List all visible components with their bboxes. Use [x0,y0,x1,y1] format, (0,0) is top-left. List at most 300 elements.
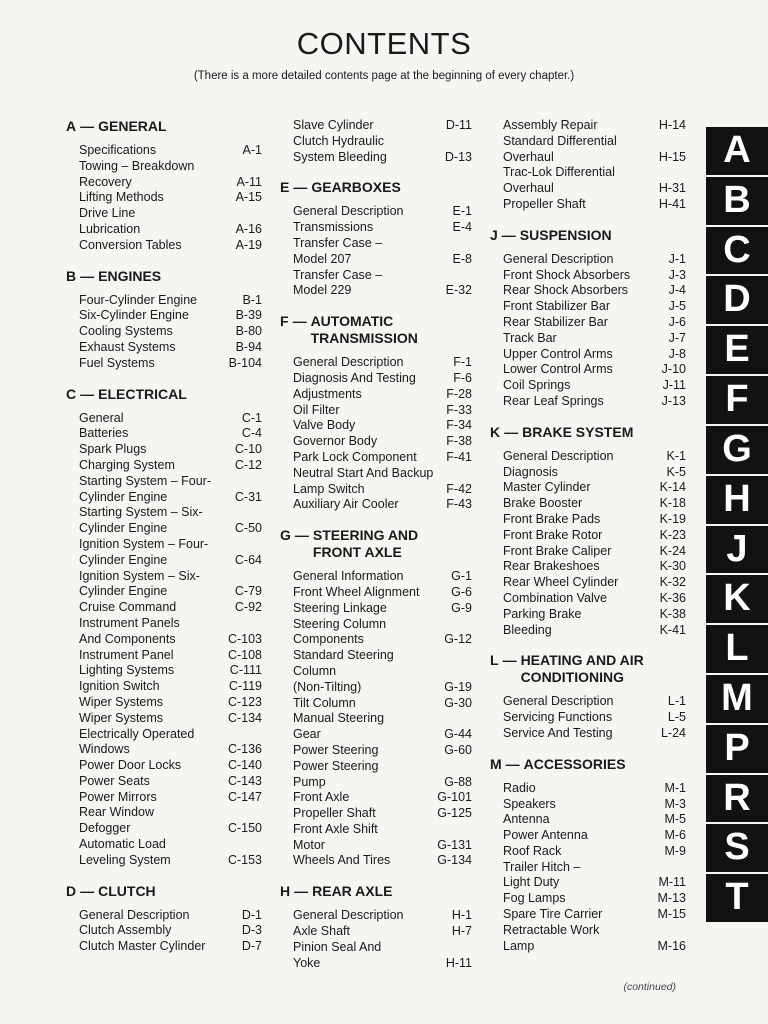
entry-page: M-1 [664,780,686,795]
section-tab-m[interactable]: M [706,675,768,725]
entry-title: General Description [293,204,404,219]
toc-entry[interactable] [293,355,472,371]
entry-list [66,293,262,372]
toc-entry[interactable] [293,759,472,791]
entry-title: Radio [503,780,536,795]
entry-page: C-123 [227,694,262,709]
toc-entry[interactable] [503,118,686,134]
entry-list [280,569,472,869]
entry-page: D-11 [445,118,472,132]
toc-entry[interactable] [503,891,686,907]
toc-entry[interactable] [503,575,686,591]
toc-entry[interactable] [503,331,686,347]
entry-page: F-38 [446,434,472,449]
toc-entry[interactable] [79,190,262,206]
section-tab-b[interactable]: B [706,177,768,227]
section-letter: E [280,179,290,196]
toc-entry[interactable] [293,118,472,134]
section-title: BRAKE SYSTEM [522,423,634,440]
toc-entry[interactable] [293,387,472,403]
section-tab-e[interactable]: E [706,326,768,376]
section-letter: L [490,652,499,669]
toc-entry[interactable] [79,805,262,837]
contents-section [66,118,262,254]
section-letter: M [490,755,502,772]
section-tab-s[interactable]: S [706,824,768,874]
entry-title: Assembly Repair [503,118,598,132]
toc-entry[interactable] [503,496,686,512]
entry-title: Servicing Functions [503,710,613,725]
entry-page: G-6 [451,584,472,599]
entry-title: Clutch Master Cylinder [79,939,206,954]
entry-title: Speakers [503,796,556,811]
toc-entry[interactable] [293,268,472,300]
entry-page: C-111 [229,663,262,678]
toc-entry[interactable] [79,356,262,372]
entry-page: C-136 [227,742,262,757]
entry-title: Trac-Lok Differential Overhaul [503,165,615,196]
toc-entry[interactable] [503,923,686,955]
entry-title: Brake Booster [503,496,583,511]
toc-entry[interactable] [503,559,686,575]
toc-entry[interactable] [503,797,686,813]
contents-column-1 [66,118,262,969]
entry-title: Wiper Systems [79,710,164,725]
entry-page: H-7 [451,924,472,939]
entry-title: Fog Lamps [503,891,566,906]
entry-title: Front Brake Pads [503,511,601,526]
toc-entry[interactable] [293,601,472,617]
toc-entry[interactable] [503,591,686,607]
entry-page: A-19 [235,237,262,252]
toc-entry[interactable] [79,411,262,427]
toc-entry[interactable] [293,220,472,236]
toc-entry[interactable] [503,694,686,710]
toc-entry[interactable] [79,206,262,238]
entry-page: F-42 [446,481,472,496]
toc-entry[interactable] [79,159,262,191]
entry-page: L-24 [660,725,686,740]
toc-entry[interactable] [293,853,472,869]
toc-entry[interactable] [293,569,472,585]
entry-page: G-9 [451,600,472,615]
toc-entry[interactable] [79,143,262,159]
entry-page: J-3 [668,267,686,282]
toc-entry[interactable] [293,806,472,822]
toc-entry[interactable] [503,860,686,892]
toc-entry[interactable] [293,434,472,450]
contents-section [490,424,686,639]
toc-entry[interactable] [79,923,262,939]
entry-title: Lifting Methods [79,190,164,205]
entry-page: D-7 [241,939,262,954]
entry-page: K-24 [659,543,686,558]
toc-entry[interactable] [503,347,686,363]
entry-title: Ignition Switch [79,679,160,694]
entry-title: Ignition System – Six- Cylinder Engine [79,568,200,599]
entry-page: C-153 [227,852,262,867]
entry-list [280,204,472,299]
toc-entry[interactable] [79,458,262,474]
toc-entry[interactable] [503,315,686,331]
section-tab-c[interactable]: C [706,227,768,277]
toc-entry[interactable] [79,426,262,442]
toc-entry[interactable] [293,204,472,220]
entry-page: C-103 [227,631,262,646]
entry-title: Front Brake Rotor [503,527,603,542]
toc-entry[interactable] [293,371,472,387]
entry-title: Rear Brakeshoes [503,559,600,574]
entry-title: Antenna [503,812,550,827]
entry-title: Front Stabilizer Bar [503,299,610,314]
section-title: GENERAL [98,118,167,134]
entry-page: G-19 [444,679,472,694]
section-letter: J [490,226,498,243]
entry-list [66,908,262,955]
entry-title: Parking Brake [503,606,582,621]
entry-title: General Description [293,908,404,923]
toc-entry[interactable] [503,544,686,560]
contents-section [280,179,472,299]
toc-entry[interactable] [293,236,472,268]
entry-page: D-1 [241,907,262,922]
entry-title: Rear Leaf Springs [503,393,604,408]
entry-title: Power Antenna [503,828,588,843]
section-title: AUTOMATIC TRANSMISSION [310,313,418,347]
toc-entry[interactable] [293,450,472,466]
section-tab-strip [706,127,768,924]
section-heading [280,527,472,561]
entry-title: Specifications [79,143,157,157]
toc-entry[interactable] [293,908,472,924]
toc-entry[interactable] [503,710,686,726]
contents-section [66,386,262,869]
entry-title: Wiper Systems [79,694,164,709]
entry-title: Front Brake Caliper [503,543,612,558]
entry-page: G-101 [437,790,472,805]
entry-title: Roof Rack [503,843,562,858]
toc-entry[interactable] [293,711,472,743]
entry-page: E-4 [452,220,472,235]
entry-page: C-108 [227,647,262,662]
toc-entry[interactable] [503,512,686,528]
section-tab-h[interactable]: H [706,476,768,526]
contents-section [490,227,686,410]
entry-title: Rear Wheel Cylinder [503,575,619,590]
toc-entry[interactable] [293,134,472,166]
entry-title: Cooling Systems [79,324,173,339]
entry-page: G-1 [451,569,472,584]
section-tab-t[interactable]: T [706,874,768,924]
section-title: CLUTCH [98,882,156,899]
entry-page: M-15 [657,907,686,922]
section-letter: F [280,313,289,330]
toc-entry[interactable] [503,726,686,742]
entry-page: K-41 [659,622,686,637]
entry-title: Cruise Command [79,600,177,615]
entry-title: Power Steering [293,742,379,757]
section-tab-d[interactable]: D [706,276,768,326]
toc-entry[interactable] [503,623,686,639]
entry-title: Track Bar [503,330,557,345]
entry-page: B-80 [235,324,262,339]
entry-page: B-39 [235,308,262,323]
toc-entry[interactable] [79,293,262,309]
toc-entry[interactable] [79,679,262,695]
entry-title: Trailer Hitch – Light Duty [503,859,581,890]
entry-title: Adjustments [293,386,362,401]
contents-section [280,883,472,971]
entry-title: Lower Control Arms [503,362,613,377]
toc-entry[interactable] [503,828,686,844]
section-tab-a[interactable]: A [706,127,768,177]
entry-page: G-88 [444,774,472,789]
section-tab-g[interactable]: G [706,426,768,476]
entry-page: L-5 [667,710,686,725]
toc-entry[interactable] [503,781,686,797]
toc-entry[interactable] [293,924,472,940]
entry-title: Valve Body [293,418,356,433]
entry-page: C-31 [234,489,262,504]
entry-page: M-9 [664,843,686,858]
section-dash: — [294,883,309,900]
section-dash: — [80,118,95,134]
entry-title: Front Axle Shift Motor [293,821,378,852]
entry-title: Instrument Panels And Components [79,615,180,646]
section-title: REAR AXLE [312,883,393,900]
entry-title: Spark Plugs [79,442,147,457]
entry-page: F-1 [453,355,472,370]
entry-page: E-8 [452,251,472,266]
entry-title: General Description [503,251,614,266]
entry-page: M-13 [657,891,686,906]
toc-entry[interactable] [503,378,686,394]
entry-page: H-15 [658,149,686,164]
toc-entry[interactable] [503,844,686,860]
entry-title: Steering Linkage [293,600,387,615]
section-heading [66,118,262,135]
section-tab-l[interactable]: L [706,625,768,675]
toc-entry[interactable] [503,607,686,623]
entry-title: Four-Cylinder Engine [79,292,198,307]
entry-title: Ignition System – Four- Cylinder Engine [79,536,209,567]
section-dash: — [501,226,516,243]
toc-entry[interactable] [503,252,686,268]
toc-entry[interactable] [293,585,472,601]
toc-entry[interactable] [79,308,262,324]
toc-entry[interactable] [503,449,686,465]
toc-entry[interactable] [79,663,262,679]
entry-page: C-147 [227,789,262,804]
toc-entry[interactable] [79,648,262,664]
section-tab-f[interactable]: F [706,376,768,426]
toc-entry[interactable] [79,442,262,458]
section-tab-k[interactable]: K [706,575,768,625]
toc-entry[interactable] [293,466,472,498]
toc-entry[interactable] [503,394,686,410]
toc-entry[interactable] [293,418,472,434]
entry-title: General Description [503,694,614,709]
entry-page: B-1 [242,292,262,307]
toc-entry[interactable] [293,648,472,695]
toc-entry[interactable] [293,497,472,513]
entry-page: E-1 [452,204,472,219]
toc-entry[interactable] [503,528,686,544]
entry-page: H-14 [658,118,686,132]
toc-entry[interactable] [503,465,686,481]
toc-entry[interactable] [293,617,472,649]
entry-page: M-5 [664,812,686,827]
entry-title: Power Seats [79,773,150,788]
toc-entry[interactable] [79,711,262,727]
section-tab-j[interactable]: J [706,526,768,576]
toc-entry[interactable] [79,474,262,506]
section-letter: G [280,527,291,544]
toc-entry[interactable] [503,362,686,378]
section-heading [280,179,472,196]
section-dash: — [502,652,517,669]
toc-entry[interactable] [503,907,686,923]
entry-page: C-143 [227,773,262,788]
section-dash: — [292,313,307,330]
entry-title: Upper Control Arms [503,346,613,361]
toc-entry[interactable] [503,812,686,828]
entry-title: Neutral Start And Backup Lamp Switch [293,465,434,496]
section-dash: — [504,423,519,440]
entry-page: J-7 [668,330,686,345]
entry-title: General Description [503,448,614,463]
entry-page: G-12 [444,632,472,647]
section-tab-r[interactable]: R [706,775,768,825]
toc-entry[interactable] [503,283,686,299]
entry-title: Rear Shock Absorbers [503,283,629,298]
toc-entry[interactable] [79,537,262,569]
entry-page: K-32 [659,575,686,590]
entry-page: C-79 [234,584,262,599]
toc-entry[interactable] [503,197,686,213]
entry-page: H-41 [658,196,686,211]
entry-title: Propeller Shaft [293,806,376,821]
section-heading [66,386,262,403]
toc-entry[interactable] [79,695,262,711]
toc-entry[interactable] [503,268,686,284]
toc-entry[interactable] [79,908,262,924]
entry-page: H-31 [658,181,686,196]
toc-entry[interactable] [79,324,262,340]
entry-page: H-11 [445,955,472,970]
entry-page: K-23 [659,527,686,542]
toc-entry[interactable] [79,939,262,955]
toc-entry[interactable] [79,600,262,616]
toc-entry[interactable] [293,790,472,806]
toc-entry[interactable] [293,940,472,972]
section-title: STEERING AND FRONT AXLE [312,527,419,561]
toc-entry[interactable] [503,165,686,197]
entry-title: Six-Cylinder Engine [79,308,189,323]
entry-title: Standard Differential Overhaul [503,133,617,164]
toc-entry[interactable] [79,837,262,869]
toc-entry[interactable] [503,299,686,315]
toc-entry[interactable] [79,727,262,759]
entry-title: Fuel Systems [79,355,155,370]
toc-entry[interactable] [79,774,262,790]
entry-list [490,449,686,639]
toc-entry[interactable] [79,340,262,356]
entry-page: G-60 [444,742,472,757]
toc-entry[interactable] [503,134,686,166]
toc-entry[interactable] [503,480,686,496]
section-heading [490,227,686,244]
entry-page: J-5 [668,299,686,314]
entry-title: Power Mirrors [79,789,157,804]
toc-entry[interactable] [79,238,262,254]
entry-page: J-13 [661,393,686,408]
toc-entry[interactable] [293,822,472,854]
entry-page: G-30 [444,695,472,710]
entry-page: A-15 [235,190,262,205]
toc-entry[interactable] [293,403,472,419]
entry-page: J-1 [668,251,686,266]
section-heading [280,313,472,347]
entry-page: D-13 [444,149,472,164]
entry-title: Transfer Case – Model 207 [293,235,383,266]
toc-entry[interactable] [293,743,472,759]
section-title: ELECTRICAL [98,385,187,402]
entry-title: Front Axle [293,790,350,805]
toc-entry[interactable] [79,790,262,806]
entry-page: C-12 [234,457,262,472]
entry-page: E-32 [445,283,472,298]
entry-list [280,908,472,971]
contents-column-2 [280,118,472,985]
toc-entry[interactable] [79,758,262,774]
entry-page: M-3 [664,796,686,811]
toc-entry[interactable] [293,696,472,712]
entry-title: General [79,410,124,425]
entry-title: Standard Steering Column (Non-Tilting) [293,648,394,694]
entry-title: Rear Stabilizer Bar [503,314,608,329]
section-heading [490,424,686,441]
entry-title: Clutch Assembly [79,923,172,938]
entry-page: G-44 [444,727,472,742]
section-dash: — [293,179,308,196]
section-dash: — [80,267,95,284]
entry-title: Transfer Case – Model 229 [293,267,383,298]
section-tab-p[interactable]: P [706,725,768,775]
section-title: HEATING AND AIR CONDITIONING [520,652,644,686]
page-title: CONTENTS [296,26,472,61]
entry-page: K-1 [666,448,686,463]
entry-title: Clutch Hydraulic System Bleeding [293,133,387,164]
entry-title: Pinion Seal And Yoke [293,939,382,970]
entry-page: J-10 [661,362,686,377]
entry-page: F-34 [446,418,472,433]
entry-title: Transmissions [293,220,374,235]
entry-title: Front Shock Absorbers [503,267,631,282]
toc-entry[interactable] [79,569,262,601]
contents-section [280,313,472,513]
entry-page: K-30 [659,559,686,574]
entry-title: Combination Valve [503,590,607,605]
entry-title: Steering Column Components [293,616,387,647]
entry-page: C-92 [234,600,262,615]
entry-page: J-6 [668,314,686,329]
toc-entry[interactable] [79,505,262,537]
entry-page: M-6 [664,828,686,843]
entry-title: Bleeding [503,622,552,637]
toc-entry[interactable] [79,616,262,648]
entry-title: Spare Tire Carrier [503,907,603,922]
